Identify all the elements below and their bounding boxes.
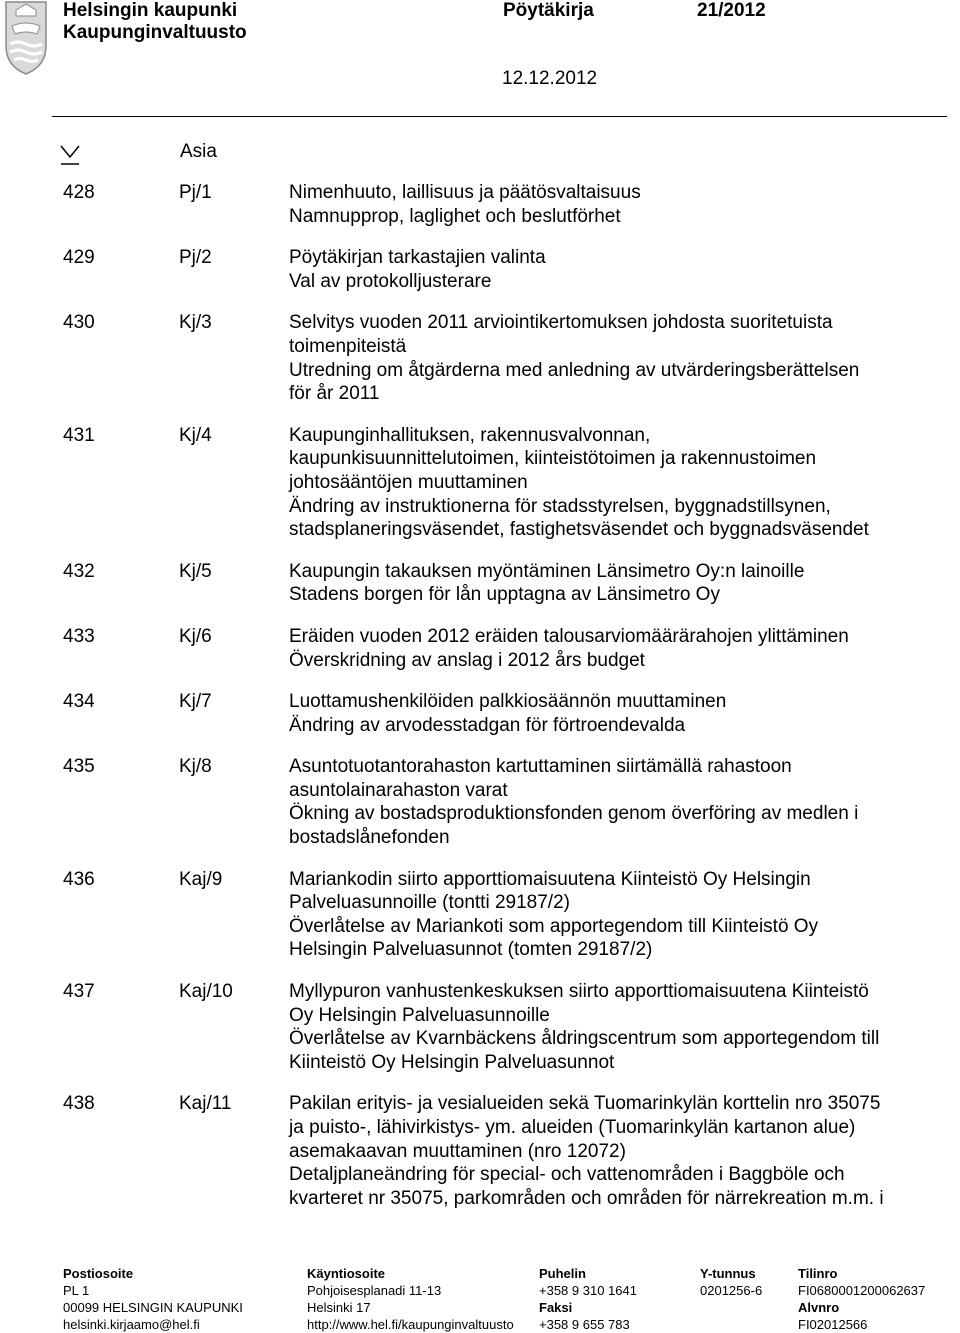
- agenda-item-title-line: Eräiden vuoden 2012 eräiden talousarviomäärärahojen ylittäminen: [289, 625, 849, 647]
- document-number: 21/2012: [697, 0, 766, 21]
- agenda-item-title-line: johtosääntöjen muuttaminen: [289, 471, 528, 493]
- agenda-item: [63, 755, 953, 849]
- agenda-item-title: [289, 181, 953, 228]
- agenda-item-title-line: Ändring av instruktionerna för stadsstyrelsen, byggnadstillsynen,: [289, 495, 831, 517]
- agenda-item-code: Pj/1: [179, 182, 212, 203]
- agenda-list: [63, 181, 953, 1228]
- agenda-item-code: Kj/6: [179, 625, 212, 647]
- agenda-item-title-line: asuntolainarahaston varat: [289, 779, 508, 801]
- agenda-item: [63, 311, 953, 405]
- agenda-item-title-line: Kiinteistö Oy Helsingin Palveluasunnot: [289, 1051, 615, 1073]
- footer-column-value: FI0680001200062637: [798, 1283, 926, 1298]
- agenda-item-code: Pj/2: [179, 247, 212, 269]
- agenda-item-title-line: Oy Helsingin Palveluasunnoille: [289, 1004, 550, 1026]
- agenda-item: [63, 424, 953, 542]
- footer-column-value: Pohjoisesplanadi 11-13: [307, 1283, 442, 1298]
- agenda-item-title-line: Utredning om åtgärderna med anledning av utvärderingsberättelsen: [289, 359, 860, 381]
- agenda-item: [63, 625, 953, 672]
- agenda-item-number: 428: [63, 182, 95, 203]
- agenda-item-title-line: asemakaavan muuttaminen (nro 12072): [289, 1140, 626, 1162]
- agenda-item-code: Kj/7: [179, 691, 212, 713]
- footer-column-value: helsinki.kirjaamo@hel.fi: [63, 1317, 200, 1332]
- agenda-item: [63, 690, 953, 737]
- agenda-item-number: 435: [63, 756, 95, 778]
- city-name: Helsingin kaupunki: [63, 0, 238, 21]
- footer-column: [798, 1265, 925, 1333]
- agenda-item-title-line: för år 2011: [289, 383, 380, 405]
- agenda-item-title-line: kvarteret nr 35075, parkområden och områden för närrekreation m.m. i: [289, 1187, 884, 1209]
- agenda-item-number: 433: [63, 625, 95, 647]
- agenda-item-title-line: Palveluasunnoille (tontti 29187/2): [289, 892, 570, 914]
- footer-column: [539, 1265, 637, 1333]
- helsinki-crest-logo: [0, 0, 52, 76]
- agenda-item-title-line: Kaupungin takauksen myöntäminen Länsimetro Oy:n lainoille: [289, 560, 805, 582]
- agenda-item-title-line: toimenpiteistä: [289, 335, 407, 357]
- agenda-item-number: 437: [63, 981, 95, 1003]
- agenda-item-number: 430: [63, 312, 95, 334]
- agenda-item-code: Kj/8: [179, 756, 212, 778]
- footer-column-heading: Y-tunnus: [700, 1266, 756, 1281]
- agenda-item-number: 429: [63, 247, 95, 269]
- footer-column-value: FI02012566: [798, 1317, 868, 1332]
- agenda-item-title-line: Myllypuron vanhustenkeskuksen siirto apporttiomaisuutena Kiinteistö: [289, 981, 869, 1003]
- agenda-item-code: Kaj/11: [179, 1093, 232, 1115]
- agenda-item-title-line: kaupunkisuunnittelutoimen, kiinteistötoimen ja rakennustoimen: [289, 448, 817, 470]
- agenda-item-title: [289, 755, 953, 849]
- agenda-item-title-line: stadsplaneringsväsendet, fastighetsväsendet och byggnadsväsendet: [289, 519, 869, 541]
- agenda-item: [63, 560, 953, 607]
- agenda-item-title: [289, 625, 953, 672]
- agenda-item: [63, 246, 953, 293]
- meeting-date: 12.12.2012: [502, 68, 598, 89]
- council-name: Kaupunginvaltuusto: [63, 22, 247, 43]
- agenda-item-title-line: Pakilan erityis- ja vesialueiden sekä Tuomarinkylän korttelin nro 35075: [289, 1093, 881, 1115]
- agenda-item-code: Kaj/10: [179, 981, 233, 1003]
- agenda-item-title-line: Stadens borgen för lån upptagna av Länsimetro Oy: [289, 584, 720, 606]
- footer-column-heading: Käyntiosoite: [307, 1266, 386, 1281]
- header-divider: [52, 116, 947, 117]
- agenda-item-title-line: Ändring av arvodesstadgan för förtroendevalda: [289, 714, 686, 736]
- agenda-item-title-line: Överlåtelse av Mariankoti som apportegendom till Kiinteistö Oy: [289, 915, 819, 937]
- footer-column-value: http://www.hel.fi/kaupunginvaltuusto: [307, 1317, 514, 1332]
- footer-column-value: 00099 HELSINGIN KAUPUNKI: [63, 1300, 243, 1315]
- footer-column: [307, 1265, 514, 1333]
- agenda-item-title: [289, 246, 953, 293]
- footer-column: [63, 1265, 243, 1333]
- agenda-item-number: 438: [63, 1093, 95, 1115]
- agenda-item-title-line: bostadslånefonden: [289, 827, 450, 849]
- agenda-item-number: 432: [63, 560, 95, 582]
- agenda-item-title: [289, 560, 953, 607]
- agenda-item-title-line: Kaupunginhallituksen, rakennusvalvonnan,: [289, 424, 651, 446]
- footer-column-value: +358 9 655 783: [539, 1317, 630, 1332]
- agenda-item: [63, 1092, 953, 1210]
- agenda-item-title-line: Detaljplaneändring för special- och vattenområden i Baggböle och: [289, 1164, 845, 1186]
- agenda-item-title: [289, 1092, 953, 1210]
- agenda-item: [63, 868, 953, 962]
- agenda-item-title-line: Överlåtelse av Kvarnbäckens åldringscentrum som apportegendom till: [289, 1028, 880, 1050]
- agenda-item-title: [289, 690, 953, 737]
- agenda-item-title-line: Val av protokolljusterare: [289, 270, 492, 292]
- agenda-item-code: Kj/3: [179, 312, 212, 334]
- footer-column-value: PL 1: [63, 1283, 90, 1298]
- footer-column-value: Faksi: [539, 1300, 573, 1315]
- footer-column-value: +358 9 310 1641: [539, 1283, 637, 1298]
- agenda-item-number: 431: [63, 424, 95, 446]
- agenda-item-title: [289, 868, 953, 962]
- agenda-item-title-line: ja puisto-, lähivirkistys- ym. alueiden (Tuomarinkylän kartanon alue): [289, 1117, 856, 1138]
- agenda-item-title-line: Mariankodin siirto apporttiomaisuutena Kiinteistö Oy Helsingin: [289, 868, 811, 890]
- footer-column-heading: Tilinro: [798, 1266, 838, 1281]
- agenda-item-title-line: Asuntotuotantorahaston kartuttaminen siirtämällä rahastoon: [289, 756, 792, 778]
- agenda-item: [63, 181, 953, 228]
- paragraph-mark-icon: [60, 142, 80, 166]
- agenda-item-title: [289, 311, 953, 405]
- agenda-item-title-line: Helsingin Palveluasunnot (tomten 29187/2): [289, 939, 653, 961]
- agenda-item-title: [289, 980, 953, 1074]
- agenda-item-number: 434: [63, 691, 95, 713]
- agenda-item-title-line: Överskridning av anslag i 2012 års budget: [289, 649, 645, 671]
- agenda-item-title-line: Ökning av bostadsproduktionsfonden genom överföring av medlen i: [289, 803, 859, 825]
- footer-column-value: Helsinki 17: [307, 1300, 371, 1315]
- agenda-item: [63, 980, 953, 1074]
- agenda-item-code: Kj/4: [179, 424, 212, 446]
- agenda-heading: Asia: [180, 141, 217, 162]
- agenda-item-title-line: Nimenhuuto, laillisuus ja päätösvaltaisuus: [289, 182, 641, 203]
- footer-column-heading: Postiosoite: [63, 1266, 134, 1281]
- agenda-item-code: Kaj/9: [179, 868, 223, 890]
- footer-column-value: Alvnro: [798, 1300, 840, 1315]
- agenda-item-title-line: Namnupprop, laglighet och beslutförhet: [289, 205, 621, 227]
- agenda-item-code: Kj/5: [179, 560, 212, 582]
- agenda-item-title: [289, 424, 953, 542]
- agenda-item-title-line: Pöytäkirjan tarkastajien valinta: [289, 247, 546, 269]
- footer-column: [700, 1265, 762, 1299]
- footer-column-heading: Puhelin: [539, 1266, 586, 1281]
- document-type: Pöytäkirja: [503, 0, 594, 21]
- agenda-item-number: 436: [63, 868, 95, 890]
- agenda-item-title-line: Selvitys vuoden 2011 arviointikertomuksen johdosta suoritetuista: [289, 312, 833, 334]
- agenda-item-title-line: Luottamushenkilöiden palkkiosäännön muuttaminen: [289, 691, 727, 713]
- footer-column-value: 0201256-6: [700, 1283, 763, 1298]
